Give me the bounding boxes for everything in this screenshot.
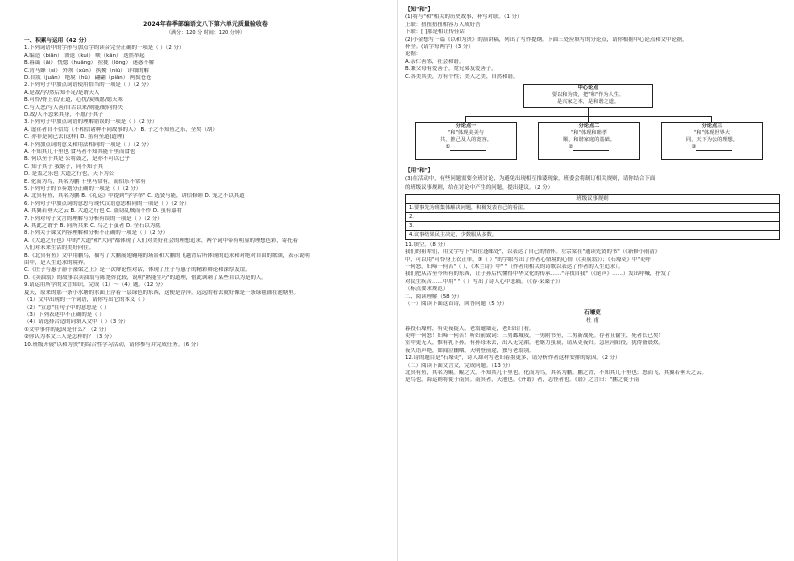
question-line: B.暮霭（ǎi） 恍惚（huǎng） 拉拢（lǒng） 迷惑不解 [24, 60, 155, 67]
question-line: ②你认为本文三人是怎样的？（3 分） [24, 334, 115, 341]
section-use-he: 【用"和"】 [405, 167, 434, 174]
answer-blank[interactable] [450, 144, 486, 151]
question-line: ①文中事件的起因是什么？（2 分） [24, 326, 110, 333]
question-line: D. 是盖之乐也 大道之行也，天下为公 [24, 171, 115, 178]
right-column [397, 0, 794, 561]
question-line: A. 其此之谓乎 B. 同所共来 C. 鸟之于茧者 D. 全石以为底 [24, 223, 161, 230]
section-know-he: 【知"和"】 [405, 7, 434, 13]
sub-argument-l1: "和"体现美美与 [448, 129, 484, 136]
question-line: （一）阅读下面这首诗，回答问题（5 分） [405, 301, 508, 308]
connector-vertical [588, 108, 589, 116]
question-line: 6.下列句子中加点词的意思与现代汉语意思相同的一项是（ ）（2 分） [24, 200, 190, 207]
question-line: （二）阅读下面文言文，完成问题。（13 分） [405, 362, 514, 369]
question-line: 由中，是人生追求的境界。 [24, 260, 89, 267]
question-line: A. 不知其几千里也 食马者不知其能千里而食也 [24, 148, 136, 155]
question-line: （4）请选择合适的词填入文中（ ）（3 分） [24, 319, 129, 326]
question-line: A.《大道之行也》中的"大道"和"大同"都体现了人们对美好社会的理想追求，两个词中带有明显的理想色彩，寄托着 [24, 237, 298, 244]
question-line: B. 何以至于其是 公将鼓之，是亦不可以已乎 [24, 156, 130, 163]
question-line: A.编造（biān） 溃退（kuì） 峡（kǎn） 迭然举起 [24, 52, 145, 59]
question-line: （2）"宣意"在句子中的意思是（ ） [24, 304, 110, 311]
question-line: 10.班级开展"以和为贵"的综合性学习活动，请你参与并完成任务。（6 分） [24, 341, 202, 348]
question-line: D.《卖油翁》的故事以卖油翁与陈尧咨比较，说明"熟能生巧"的道理，借此讽刺了某些自以为是的人。 [24, 274, 267, 281]
question-line: C.《庄子与惠子游于濠梁之上》是一次辩论性对话，体现了庄子与惠子的精彩辩论和深厚友谊。 [24, 267, 251, 274]
question-line: 人们对未来生活的美好向往。 [24, 245, 95, 252]
sub-argument-box [538, 122, 640, 160]
question-line: 9.请运用所学的文言知识，完成（1）～（4）题。（12 分） [24, 282, 166, 289]
question-line: 中，可以用"可怜身上衣正单，③（ ）"的字眼写出了作者心情境的心情（《卖炭翁》）；《石壕吏》中"吏呼 [405, 256, 651, 263]
question-line: 二、阅读理解（58 分） [405, 293, 463, 300]
question-line: 5.下列句子的节奏划分正确的一项是（ ）（2 分） [24, 186, 142, 193]
question-line: C.与人恶/与人善/自古以来/则能/勤问得失 [24, 104, 123, 111]
right-question-lines-1 [405, 14, 780, 81]
class-rules-table [405, 194, 780, 240]
section-heading-1: 一、积累与运用（42 分） [24, 38, 90, 44]
question-line: 北冥有鱼，其名为鲲。鲲之大，不知其几千里也。化而为鸟，其名为鹏。鹏之背，不知其几千里也；怒而飞，其翼若垂天之云。 [405, 369, 707, 376]
sub-argument-l2: 顺，和谐家庭的基础。 [563, 136, 615, 143]
question-line: 一何怒，妇啼一何苦"（ ），《木兰诗》中" "（作者用相关的诗歌以表达了作者的人生追求）。 [405, 264, 624, 271]
rule-line: 4.议事结果民主决定，少数服从多数。 [409, 231, 497, 238]
question-line: A. 北冥有鱼，其名为鹏 B.《礼运》中提到"学学举" C. 选贤与能，讲信修睦 D. 笼之不以其道 [24, 193, 245, 200]
question-line: 我们的祖辈们，用文字写下"由往逢邮处"，以表达了自己的情怀。左宗棠在"通读先贤的书"（《新修小雨清》 [405, 249, 661, 256]
sub-argument-head: 分论点三 [701, 122, 723, 129]
sub-argument-head: 分论点二 [578, 122, 600, 129]
class-rules-heading: 班级议事规则 [406, 195, 779, 204]
answer-blank[interactable] [573, 144, 609, 151]
central-argument-text-2: 是兴家之本，是和谐之道。 [556, 98, 620, 105]
right-question-lines-3 [405, 242, 780, 309]
question-line: 4.下列加点词的意义和用法相同的一项是（ ）（2 分） [24, 141, 152, 148]
sub-argument-l2: 同，天下为公的理想。 [686, 136, 738, 143]
question-line: （3）下列表述中不正确的是（ ） [24, 311, 105, 318]
question-line: 3.下列句子中加点词语的理解错误的一项是（ ）（2 分） [24, 119, 158, 126]
answer-blank[interactable] [696, 144, 732, 151]
sub-argument-head: 分论点一 [455, 122, 477, 129]
sub-argument-number: ① [445, 143, 451, 150]
left-question-lines [24, 45, 387, 349]
question-line: （标点要求规范） [405, 286, 449, 293]
sub-argument-box [415, 122, 517, 160]
question-line: C. 亦非是同已去(这样) D. 虽有至道(道理) [24, 134, 125, 141]
q3-line-1: (3)在活动中，有些问题需要全班讨论，为避免出现相互推诿现象，班委会将制订相关规则，请你结合下面 [405, 176, 656, 183]
sub-argument-number: ③ [691, 143, 697, 150]
question-line: 1.下列词语中的字形与加点字的读音完全正确的一项是（ ）（2 分） [24, 45, 185, 52]
question-line: 上联：扭扭扭扭相容万人成好吾 [405, 21, 481, 28]
question-line: 2.下列句子中加点词语使用恰当的一项是（ ）（2 分） [24, 82, 152, 89]
right-question-lines-4 [405, 355, 780, 385]
question-line: D.自戕（juān） 绝境（hǔ） 翩翩（piān） 两鬓苍苍 [24, 74, 152, 81]
question-line: A. 虚荏者自不信焉（不相信诸种不同故事的人） B. 子之不知鱼之乐，全矣（胡） [24, 126, 218, 133]
question-line: A.是敌/学/然后知不足/是谓天人 [24, 89, 100, 96]
central-argument-text-1: 要以和为贵，把"和"作为人生、 [551, 91, 625, 98]
poem-author: 杜 甫 [586, 318, 599, 324]
rule-line: 1.要事先为班集体解决问题，积极发表自己的看法。 [406, 204, 779, 213]
question-line: 夏天，原来的那一条小水塘的水面上浮着一层绿色的东西，这便是浮萍，远远的看去就好像是一条绿毯铺在池塘里。 [24, 289, 299, 296]
question-line: C.各美其美，方有个性；美人之美，自然和谐。 [405, 73, 519, 80]
question-line: 我们把从古至今所有的东西，让子孙后代懂得中华文化的传承……"寻找自我"（《尾声》……）发出呼喊，抒发了 [405, 271, 672, 278]
central-argument-heading: 中心论点 [577, 84, 599, 91]
argument-diagram [405, 84, 780, 164]
question-line: A. 其翼若垂天之云 B. 大道之行也 C. 盗窃乱贼而不作 D. 虽有嘉肴 [24, 208, 183, 215]
question-line: (2)小金想写一篇《以和为贵》的演讲稿，列出了写作提纲。下面三处应填写的分论点，请你根据中心论点和文中论据， [405, 36, 688, 43]
poem-title: 石壕吏 [584, 309, 601, 316]
poem-body [405, 326, 780, 356]
question-line: 补全。(请字每两字)（3 分） [405, 43, 474, 50]
exam-subtitle: （满分：120 分 时间：120 分钟） [166, 30, 245, 36]
question-line: B.《北冥有鱼》文中用鹏鸟，描写了大鹏展翅翱翔的场景和大鹏的飞越背后所体现的追求和对绝对自由的歌颂，表示说明 [24, 252, 310, 259]
question-line: (1)将与"和"相关的历史故事，补写对联。（1 分） [405, 14, 523, 21]
question-line: 11.填空。（8 分） [405, 241, 449, 248]
rule-line: 2. [406, 213, 779, 222]
question-line: 对民生疾苦……中用" "（ ）写出了诗人心中悲痛。（《春·采桑子》） [405, 278, 564, 285]
sub-argument-number: ② [568, 143, 574, 150]
poem-line: 室中更无人，惟有乳下孙。有孙母未去，出入无完裙。老妪力虽衰，请从吏夜归。急应河阳役，犹得备晨炊。 [405, 340, 664, 347]
question-line: C.宵马蜂（sì） 外坝（xún） 执拗（niù） 详细的解 [24, 67, 149, 74]
poem-line: 夜久语声绝，如闻泣幽咽。天明登前途，独与老翁别。 [405, 347, 535, 354]
q3-line-2: 的班级议事规则，给在讨论中产生的问题，提出建议。（2 分） [405, 184, 553, 191]
exam-title: 2024年春季部编语文八下第六单元质量验收卷 [143, 21, 268, 28]
question-line: D.故/人不忽来其身，不愿/于其子 [24, 111, 104, 118]
question-line: 12.诗的题目是"石壕吏"，诗人却对写老妇着墨更多，请分析作者这样安排的原因。（2 分） [405, 355, 621, 362]
class-rules-lines [406, 204, 779, 239]
question-line: 下联：[ ]那是相让传佳话 [405, 29, 465, 36]
question-line: E. 化而为鸟，其名为鹏 千里马常有，而伯乐不常有 [24, 178, 146, 185]
question-line: 8.下列关于课文内容理解和分析不正确的一项是（ ）（2 分） [24, 230, 169, 237]
question-line: C. 知子其子 我妪子，同不知子其 [24, 163, 103, 170]
question-line: B.可怜/骨上衣/正道，心忧/炭贱愿/愿天寒 [24, 97, 123, 104]
central-argument-box [523, 84, 653, 108]
poem-line: 吏呼一何怒！妇啼一何苦！听妇前致词：三男邺城戍。一男附书至，二男新战死。存者且偷生，死者长已矣！ [405, 332, 664, 339]
question-line: B.兼父母有爱善子，宽兄弟友爱善子。 [405, 66, 497, 73]
sub-argument-l1: "和"体现和睦孝 [571, 129, 607, 136]
sub-argument-l2: 共，推己及人的宽容。 [440, 136, 492, 143]
question-line: （1）文中出现的一个词语，请你写出它的本义（ ） [24, 297, 148, 304]
rule-line: 3. [406, 222, 779, 231]
question-line: A.亲仁善邻，社会和谐。 [405, 58, 465, 65]
question-line: 是鸟也，海运则将徙于南冥。南冥者，天池也。《齐谐》者，志怪者也。《谐》之言曰："鹏之徙于南 [405, 377, 640, 384]
poem-line: 暮投石壕村，有吏夜捉人。老翁逾墙走，老妇出门看。 [405, 325, 535, 332]
sub-argument-l1: "和"体现世界大 [694, 129, 730, 136]
sub-argument-box [661, 122, 763, 160]
question-line: 论据： [405, 51, 422, 58]
question-line: 7.下列对句子文言的理解与分析有误的一项是（ ）（2 分） [24, 215, 163, 222]
